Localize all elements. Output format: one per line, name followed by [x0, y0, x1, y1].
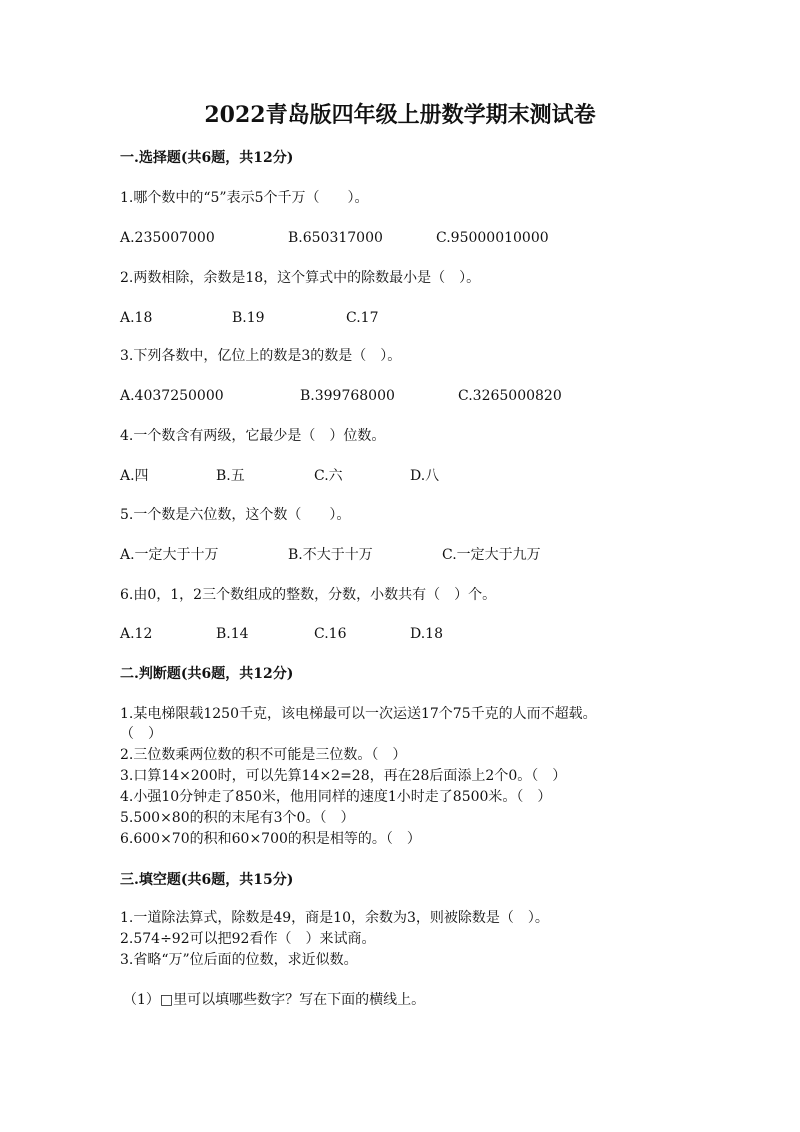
question-text: 1.哪个数中的“5”表示5个千万（ ）。	[120, 190, 369, 206]
option-c: C.17	[346, 310, 379, 326]
option-a: A.12	[120, 626, 153, 642]
option-b: B.五	[216, 468, 245, 484]
option-c: C.六	[314, 468, 343, 484]
page-title: 2022青岛版四年级上册数学期末测试卷	[204, 102, 596, 128]
statement-blank: （ ）	[120, 726, 162, 742]
statement-text: 4.小强10分钟走了850米，他用同样的速度1小时走了8500米。（ ）	[120, 789, 552, 805]
question-text: 2.两数相除，余数是18，这个算式中的除数最小是（ ）。	[120, 270, 481, 286]
option-c: C.一定大于九万	[442, 547, 541, 563]
option-b: B.650317000	[288, 230, 383, 246]
question-text: 2.574÷92可以把92看作（ ）来试商。	[120, 931, 376, 947]
option-a: A.一定大于十万	[120, 547, 219, 563]
option-c: C.16	[314, 626, 347, 642]
option-a: A.4037250000	[120, 388, 224, 404]
question-text: 6.由0，1，2三个数组成的整数，分数，小数共有（ ）个。	[120, 587, 497, 603]
option-b: B.399768000	[300, 388, 395, 404]
option-a: A.四	[120, 468, 149, 484]
statement-text: 1.某电梯限载1250千克，该电梯最可以一次运送17个75千克的人而不超载。	[120, 706, 597, 722]
statement-text: 6.600×70的积和60×700的积是相等的。（ ）	[120, 831, 421, 847]
question-text: 4.一个数含有两级，它最少是（ ）位数。	[120, 428, 386, 444]
option-a: A.18	[120, 310, 153, 326]
option-d: D.八	[410, 468, 440, 484]
sub-question-text: （1）□里可以填哪些数字？写在下面的横线上。	[123, 992, 426, 1008]
section-heading-choice: 一.选择题(共6题，共12分)	[120, 150, 294, 166]
option-b: B.14	[216, 626, 249, 642]
option-b: B.不大于十万	[288, 547, 373, 563]
option-b: B.19	[232, 310, 265, 326]
question-text: 1.一道除法算式，除数是49，商是10，余数为3，则被除数是（ ）。	[120, 910, 549, 926]
statement-text: 5.500×80的积的末尾有3个0。（ ）	[120, 810, 355, 826]
question-text: 3.下列各数中，亿位上的数是3的数是（ ）。	[120, 348, 402, 364]
option-a: A.235007000	[120, 230, 215, 246]
option-d: D.18	[410, 626, 443, 642]
question-text: 3.省略“万”位后面的位数，求近似数。	[120, 952, 358, 968]
statement-text: 3.口算14×200时，可以先算14×2=28，再在28后面添上2个0。（ ）	[120, 768, 567, 784]
section-heading-fill-blank: 三.填空题(共6题，共15分)	[120, 872, 294, 888]
statement-text: 2.三位数乘两位数的积不可能是三位数。（ ）	[120, 747, 407, 763]
section-heading-judgement: 二.判断题(共6题，共12分)	[120, 666, 294, 682]
option-c: C.3265000820	[458, 388, 562, 404]
option-c: C.95000010000	[436, 230, 549, 246]
question-text: 5.一个数是六位数，这个数（ ）。	[120, 507, 351, 523]
